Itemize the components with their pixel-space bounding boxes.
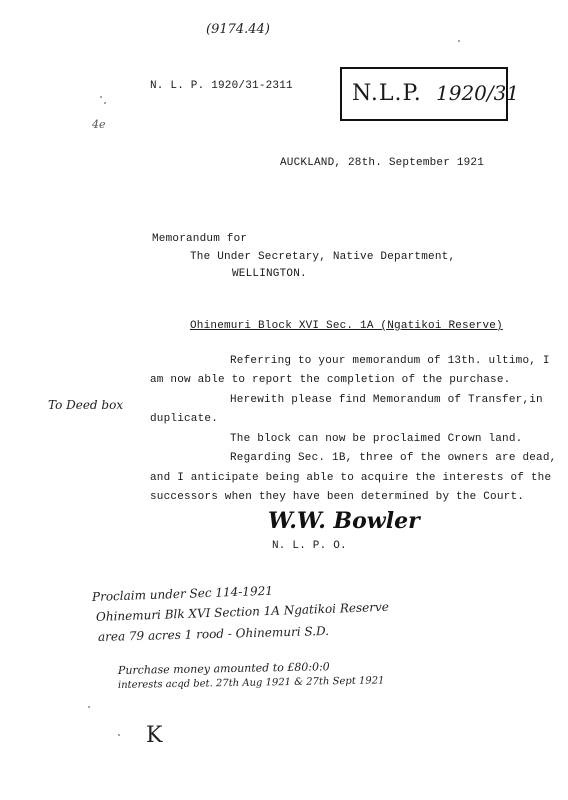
body-p2-line2: duplicate.: [150, 413, 219, 425]
scan-speck: [104, 102, 106, 104]
memo-city: WELLINGTON.: [232, 268, 307, 280]
handwritten-note-line2: Ohinemuri Blk XVI Section 1A Ngatikoi Reserve: [95, 599, 390, 624]
scan-speck: [88, 706, 90, 708]
registry-stamp: [340, 67, 520, 121]
signature-title: N. L. P. O.: [272, 540, 347, 552]
margin-annotation: To Deed box: [48, 398, 124, 412]
stamp-handwritten-number: 1920/31: [436, 81, 520, 105]
signature: W.W. Bowler: [268, 508, 420, 534]
handwritten-note-line5: interests acqd bet. 27th Aug 1921 & 27th Sept 1921: [117, 675, 385, 691]
body-p1-line2: am now able to report the completion of the purchase.: [150, 374, 511, 386]
stamp-printed-text: N.L.P.: [352, 81, 422, 106]
handwritten-note-line1: Proclaim under Sec 114-1921: [91, 583, 274, 604]
body-p3: The block can now be proclaimed Crown land.: [230, 433, 523, 445]
file-reference: N. L. P. 1920/31-2311: [150, 80, 293, 92]
handwritten-note-line4: Purchase money amounted to £80:0:0: [117, 660, 330, 677]
scan-speck: [118, 734, 120, 736]
body-p4-line2: and I anticipate being able to acquire the interests of the: [150, 472, 552, 484]
body-p2-line1: Herewith please find Memorandum of Transfer,in: [230, 394, 543, 406]
corner-mark: K: [146, 723, 163, 748]
body-p4-line3: successors when they have been determined by the Court.: [150, 491, 525, 503]
file-tag: (9174.44): [206, 22, 270, 37]
dateline: AUCKLAND, 28th. September 1921: [280, 157, 485, 169]
scan-speck: [458, 40, 460, 42]
memo-recipient: The Under Secretary, Native Department,: [190, 251, 456, 263]
handwritten-note-line3: area 79 acres 1 rood - Ohinemuri S.D.: [97, 623, 330, 644]
subject-line: Ohinemuri Block XVI Sec. 1A (Ngatikoi Reserve): [190, 320, 503, 332]
scan-speck: [100, 96, 102, 98]
body-p4-line1: Regarding Sec. 1B, three of the owners are dead,: [230, 452, 557, 464]
memo-heading: Memorandum for: [152, 233, 248, 245]
margin-note: 4e: [92, 118, 106, 131]
body-p1-line1: Referring to your memorandum of 13th. ultimo, I: [230, 355, 550, 367]
